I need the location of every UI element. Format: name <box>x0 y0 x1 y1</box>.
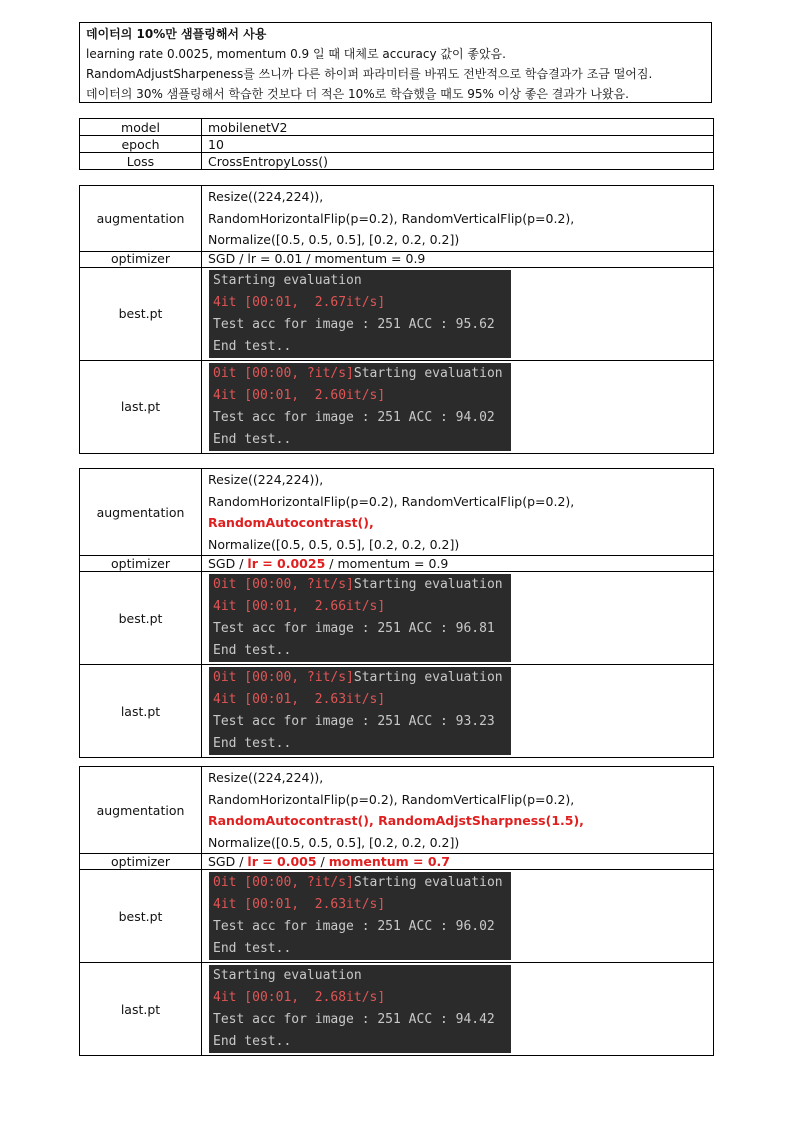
best-label: best.pt <box>80 267 202 360</box>
term-line <box>213 363 511 385</box>
aug-line: RandomHorizontalFlip(p=0.2), RandomVerticalFlip(p=0.2), <box>208 791 575 807</box>
best-result <box>202 870 714 963</box>
term-progress: 0it [00:00, ?it/s] <box>213 577 354 592</box>
term-text: Starting evaluation <box>353 577 503 592</box>
terminal-output <box>209 574 511 662</box>
opt-sgd: SGD / <box>208 853 248 869</box>
term-line <box>213 574 511 596</box>
last-row <box>80 963 714 1056</box>
term-line: End test.. <box>213 338 292 354</box>
term-line: 4it [00:01, 2.60it/s] <box>213 387 386 403</box>
term-line <box>213 872 511 894</box>
opt-momentum: momentum = 0.7 <box>328 853 450 869</box>
term-progress: 0it [00:00, ?it/s] <box>213 670 354 685</box>
term-line: Test acc for image : 251 ACC : 94.42 <box>213 1012 495 1027</box>
augmentation-label: augmentation <box>80 767 202 854</box>
aug-line-highlight: RandomAutocontrast(), RandomAdjstSharpness(1.5), <box>208 813 584 828</box>
model-config-table <box>79 118 714 170</box>
terminal-output <box>209 667 511 755</box>
term-line: End test.. <box>213 736 292 751</box>
best-result <box>202 267 714 360</box>
opt-lr: lr = 0.005 <box>247 853 317 869</box>
experiment-table-3 <box>79 766 714 1056</box>
term-line: Starting evaluation <box>213 968 362 983</box>
terminal-output <box>209 363 511 451</box>
augmentation-value <box>202 767 714 854</box>
config-row <box>80 119 714 136</box>
opt-sep: / <box>302 251 315 266</box>
summary-line: RandomAdjustSharpeness를 쓰니까 다른 하이퍼 파라미터를 바꿔도 전반적으로 학습결과가 조금 떨어짐. <box>86 67 653 81</box>
terminal-output <box>209 872 511 960</box>
term-line: 4it [00:01, 2.63it/s] <box>213 897 386 912</box>
last-label: last.pt <box>80 360 202 453</box>
opt-sep: / <box>316 853 329 869</box>
term-progress: 0it [00:00, ?it/s] <box>213 875 354 890</box>
term-line: Test acc for image : 251 ACC : 95.62 <box>213 316 495 332</box>
opt-sgd: SGD / <box>208 251 248 266</box>
config-row <box>80 136 714 153</box>
optimizer-label: optimizer <box>80 251 202 267</box>
term-text: Starting evaluation <box>353 875 503 890</box>
term-text: Starting evaluation <box>353 365 503 381</box>
aug-line-highlight: RandomAutocontrast(), <box>208 515 374 530</box>
config-label: model <box>80 119 202 136</box>
optimizer-row <box>80 556 714 572</box>
term-line: 4it [00:01, 2.67it/s] <box>213 294 386 310</box>
last-row <box>80 665 714 758</box>
augmentation-value <box>202 186 714 252</box>
opt-lr: lr = 0.01 <box>247 251 303 266</box>
term-line: Test acc for image : 251 ACC : 93.23 <box>213 714 495 729</box>
term-line: End test.. <box>213 431 292 447</box>
config-label: epoch <box>80 136 202 153</box>
term-line: Test acc for image : 251 ACC : 96.02 <box>213 919 495 934</box>
summary-box <box>79 22 712 103</box>
experiment-table-1 <box>79 185 714 454</box>
terminal-output <box>209 965 511 1053</box>
config-value: 10 <box>202 136 714 153</box>
config-value: mobilenetV2 <box>202 119 714 136</box>
term-line: Test acc for image : 251 ACC : 94.02 <box>213 409 495 425</box>
augmentation-value <box>202 469 714 556</box>
opt-momentum: momentum = 0.9 <box>337 555 449 571</box>
optimizer-row <box>80 854 714 870</box>
term-line <box>213 667 511 689</box>
best-row <box>80 870 714 963</box>
aug-line: RandomHorizontalFlip(p=0.2), RandomVerticalFlip(p=0.2), <box>208 210 575 226</box>
summary-line: 데이터의 30% 샘플링해서 학습한 것보다 더 적은 10%로 학습했을 때도 95% 이상 좋은 결과가 나왔음. <box>86 87 629 101</box>
term-progress: 0it [00:00, ?it/s] <box>213 365 354 381</box>
optimizer-label: optimizer <box>80 854 202 870</box>
augmentation-label: augmentation <box>80 186 202 252</box>
best-label: best.pt <box>80 572 202 665</box>
best-label: best.pt <box>80 870 202 963</box>
optimizer-value <box>202 251 714 267</box>
term-line: Starting evaluation <box>213 272 362 288</box>
last-result <box>202 963 714 1056</box>
term-line: End test.. <box>213 941 292 956</box>
best-row <box>80 267 714 360</box>
last-result <box>202 360 714 453</box>
config-value: CrossEntropyLoss() <box>202 153 714 170</box>
term-line: Test acc for image : 251 ACC : 96.81 <box>213 621 495 636</box>
aug-line: Normalize([0.5, 0.5, 0.5], [0.2, 0.2, 0.2]) <box>208 232 460 247</box>
term-line: 4it [00:01, 2.68it/s] <box>213 990 386 1005</box>
term-line: 4it [00:01, 2.63it/s] <box>213 692 386 707</box>
last-result <box>202 665 714 758</box>
term-line: End test.. <box>213 643 292 658</box>
config-label: Loss <box>80 153 202 170</box>
last-label: last.pt <box>80 665 202 758</box>
augmentation-row <box>80 186 714 252</box>
optimizer-value <box>202 556 714 572</box>
term-text: Starting evaluation <box>353 670 503 685</box>
opt-sgd: SGD / <box>208 555 248 571</box>
optimizer-row <box>80 251 714 267</box>
summary-heading: 데이터의 10%만 샘플링해서 사용 <box>86 27 267 41</box>
aug-line: Resize((224,224)), <box>208 770 324 785</box>
terminal-output <box>209 270 511 358</box>
aug-line: Normalize([0.5, 0.5, 0.5], [0.2, 0.2, 0.2]) <box>208 536 460 552</box>
last-row <box>80 360 714 453</box>
aug-line: Resize((224,224)), <box>208 189 324 204</box>
augmentation-row <box>80 767 714 854</box>
summary-line: learning rate 0.0025, momentum 0.9 일 때 대체로 accuracy 값이 좋았음. <box>86 47 506 61</box>
opt-lr: lr = 0.0025 <box>247 555 326 571</box>
aug-line: Normalize([0.5, 0.5, 0.5], [0.2, 0.2, 0.2]) <box>208 834 460 850</box>
optimizer-value <box>202 854 714 870</box>
config-row <box>80 153 714 170</box>
last-label: last.pt <box>80 963 202 1056</box>
augmentation-row <box>80 469 714 556</box>
experiment-table-2 <box>79 468 714 758</box>
opt-sep: / <box>325 555 338 571</box>
term-line: 4it [00:01, 2.66it/s] <box>213 599 386 614</box>
term-line: End test.. <box>213 1034 292 1049</box>
best-result <box>202 572 714 665</box>
aug-line: RandomHorizontalFlip(p=0.2), RandomVerticalFlip(p=0.2), <box>208 493 575 509</box>
opt-momentum: momentum = 0.9 <box>314 251 426 266</box>
augmentation-label: augmentation <box>80 469 202 556</box>
aug-line: Resize((224,224)), <box>208 472 324 487</box>
optimizer-label: optimizer <box>80 556 202 572</box>
best-row <box>80 572 714 665</box>
